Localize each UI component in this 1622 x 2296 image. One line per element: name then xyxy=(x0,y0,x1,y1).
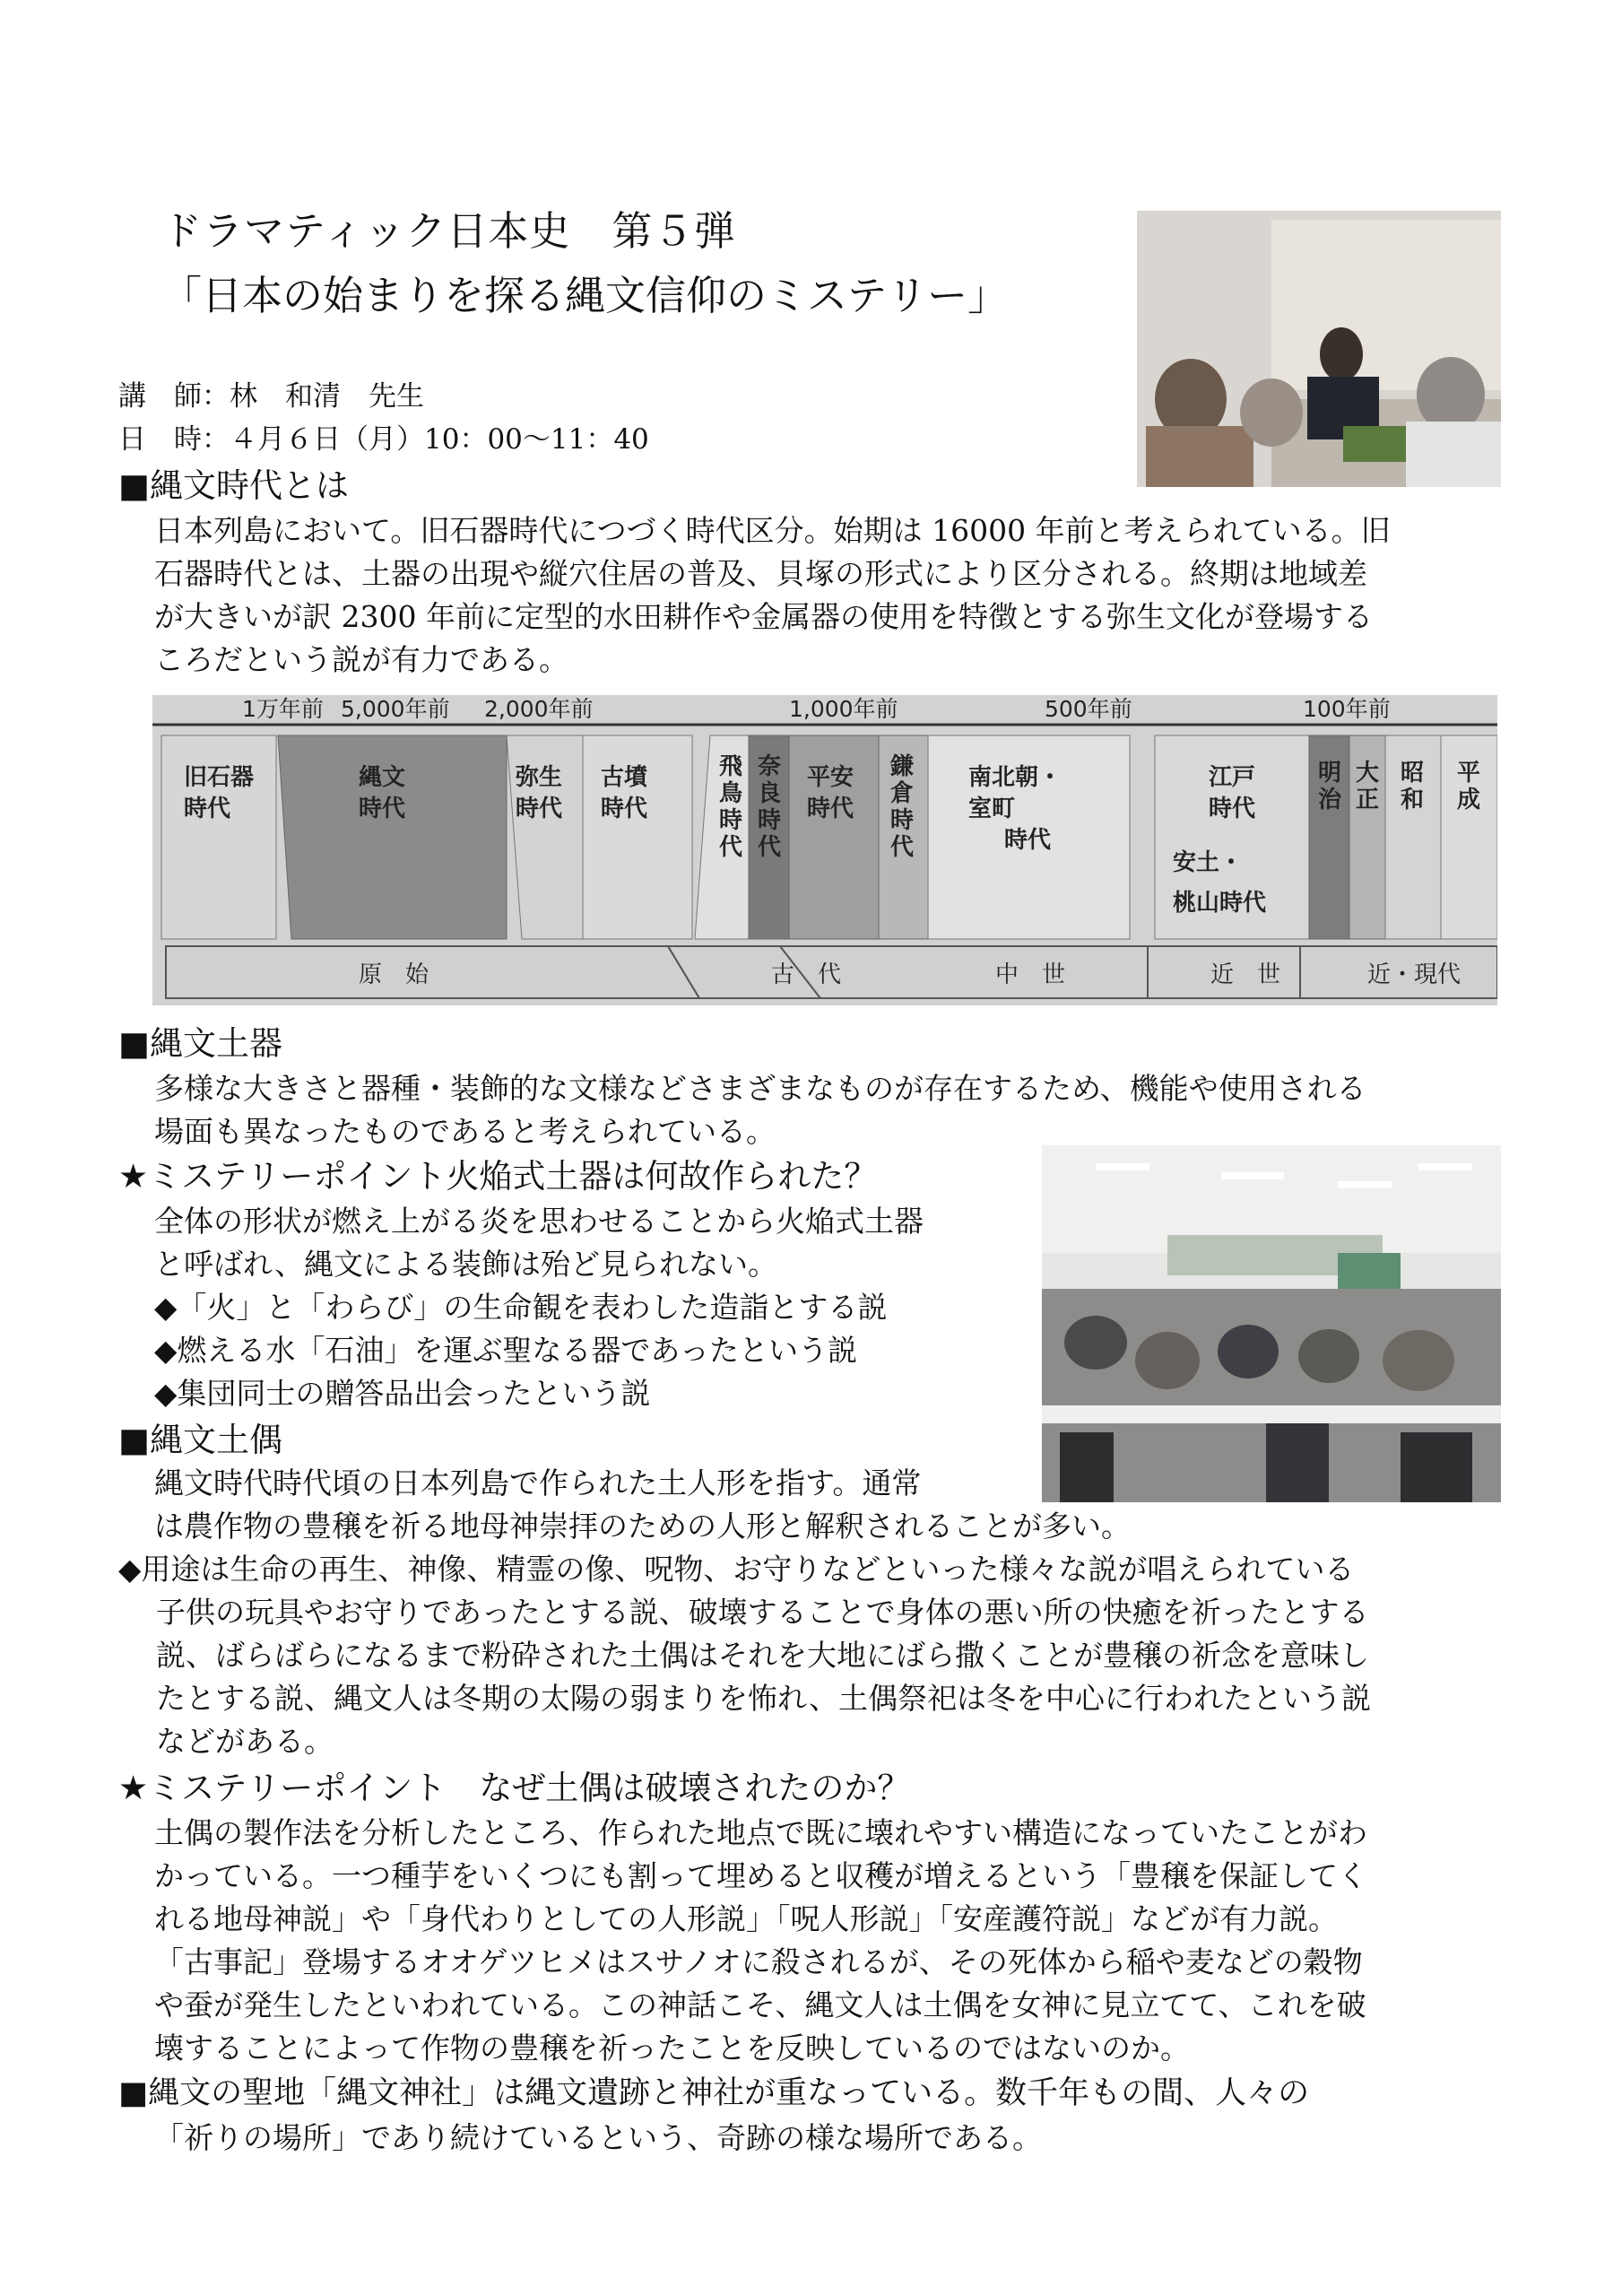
period-taisho: 大 xyxy=(1356,760,1380,787)
period-asuka: 代 xyxy=(719,834,743,861)
period-kofun: 時代 xyxy=(601,796,648,822)
period-kamakura: 代 xyxy=(890,834,915,861)
period-nara: 奈 xyxy=(758,753,782,780)
mystery-heading-dogu-destroyed: ★ミステリーポイント なぜ土偶は破壊されたのか？ xyxy=(118,1769,911,1807)
text-line: 壊することによって作物の豊穣を祈ったことを反映しているのではないのか。 xyxy=(154,2031,1190,2066)
period-heisei: 成 xyxy=(1457,787,1481,813)
timeline-scale-label: 1万年前 xyxy=(242,696,324,722)
period-edo: 時代 xyxy=(1209,796,1256,822)
period-taisho: 正 xyxy=(1356,787,1380,813)
bullet-item: ◆燃える水「石油」を運ぶ聖なる器であったという説 xyxy=(154,1333,858,1368)
period-azuchi: 桃山時代 xyxy=(1173,890,1267,917)
period-kamakura: 鎌 xyxy=(890,753,915,780)
mystery1-text xyxy=(154,1200,924,1286)
era-chusei: 中 世 xyxy=(995,961,1066,988)
period-nanboku: 時代 xyxy=(1004,827,1052,854)
period-yayoi: 時代 xyxy=(516,796,563,822)
period-azuchi: 安土・ xyxy=(1173,849,1244,876)
text-line: が大きいが訳 2300 年前に定型的水田耕作や金属器の使用を特徴とする弥生文化が登場する xyxy=(154,599,1373,634)
page-title: ドラマティック日本史 第５弾 xyxy=(161,207,736,255)
period-edo: 江戸 xyxy=(1209,764,1256,791)
period-heian: 平安 xyxy=(807,764,854,791)
era-kingendai: 近・現代 xyxy=(1367,961,1462,988)
lecturer-info: 講 師：林 和清 先生 xyxy=(118,380,424,413)
period-jomon: 縄文 xyxy=(359,764,406,791)
jomon-pottery-text xyxy=(154,1067,1366,1153)
era-genshi: 原 始 xyxy=(359,961,429,988)
timeline-scale-label: 100年前 xyxy=(1303,696,1391,722)
datetime-info: 日 時：４月６日（月）10：00～11：40 xyxy=(118,423,649,456)
classroom-photo xyxy=(1042,1145,1501,1502)
section-heading-jomon-shrine: ■縄文の聖地「縄文神社」は縄文遺跡と神社が重なっている。数千年もの間、人々の xyxy=(118,2075,1310,2111)
text-line: 全体の形状が燃え上がる炎を思わせることから火焔式土器 xyxy=(154,1204,924,1239)
period-meiji: 治 xyxy=(1318,787,1342,813)
period-nanboku: 南北朝・ xyxy=(968,764,1063,791)
section-heading-dogu: ■縄文土偶 xyxy=(118,1421,282,1459)
text-line: 土偶の製作法を分析したところ、作られた地点で既に壊れやすい構造になっていたことがわ xyxy=(154,1815,1367,1850)
era-kinsei: 近 世 xyxy=(1210,961,1281,988)
section-heading-jomon-pottery: ■縄文土器 xyxy=(118,1024,282,1063)
period-kyusekki: 時代 xyxy=(184,796,231,822)
period-kyusekki: 旧石器 xyxy=(184,764,255,791)
mystery-heading-flame-pottery: ★ミステリーポイント火焔式土器は何故作られた？ xyxy=(118,1157,878,1196)
timeline-scale-label: 5,000年前 xyxy=(341,696,450,722)
text-line: などがある。 xyxy=(156,1724,334,1759)
period-nara: 良 xyxy=(758,780,782,807)
period-heian: 時代 xyxy=(807,796,854,822)
bullet-item: ◆「火」と「わらび」の生命観を表わした造詣とする説 xyxy=(154,1290,888,1325)
jomon-era-text xyxy=(154,509,1391,682)
period-nara: 代 xyxy=(758,834,782,861)
dogu-text xyxy=(154,1462,1131,1548)
text-line: 場面も異なったものであると考えられている。 xyxy=(154,1114,776,1149)
era-kodai: 古 代 xyxy=(771,961,842,988)
period-jomon: 時代 xyxy=(359,796,406,822)
text-line: は農作物の豊穣を祈る地母神崇拝のための人形と解釈されることが多い。 xyxy=(154,1509,1131,1544)
text-line: たとする説、縄文人は冬期の太陽の弱まりを怖れ、土偶祭祀は冬を中心に行われたという説 xyxy=(156,1681,1371,1716)
period-showa: 昭 xyxy=(1401,760,1425,787)
period-timeline xyxy=(152,695,1497,1005)
period-kofun: 古墳 xyxy=(601,764,648,791)
text-line: ころだという説が有力である。 xyxy=(154,642,568,677)
period-kamakura: 時 xyxy=(890,807,915,834)
text-line: 日本列島において。旧石器時代につづく時代区分。始期は 16000 年前と考えられている。旧 xyxy=(154,513,1391,548)
text-line: 多様な大きさと器種・装飾的な文様などさまざまなものが存在するため、機能や使用される xyxy=(154,1071,1366,1106)
text-line: と呼ばれ、縄文による装飾は殆ど見られない。 xyxy=(154,1247,777,1282)
period-yayoi: 弥生 xyxy=(516,764,563,791)
period-asuka: 飛 xyxy=(719,753,743,780)
dogu-usage-text xyxy=(118,1548,1371,1763)
section-heading-jomon-era: ■縄文時代とは xyxy=(118,466,349,505)
timeline-scale-label: 2,000年前 xyxy=(484,696,594,722)
text-line: や蚕が発生したといわれている。この神話こそ、縄文人は土偶を女神に見立てて、これを破 xyxy=(154,1987,1366,2022)
timeline-scale-label: 1,000年前 xyxy=(789,696,898,722)
text-line: 石器時代とは、土器の出現や縦穴住居の普及、貝塚の形式により区分される。終期は地域差 xyxy=(154,556,1367,591)
period-showa: 和 xyxy=(1401,787,1425,813)
text-line: 子供の玩具やお守りであったとする説、破壊することで身体の悪い所の快癒を祈ったとする xyxy=(156,1595,1369,1630)
shrine-text xyxy=(154,2117,1042,2160)
period-meiji: 明 xyxy=(1318,760,1342,787)
text-line: 「祈りの場所」であり続けているという、奇跡の様な場所である。 xyxy=(154,2120,1042,2155)
period-heisei: 平 xyxy=(1457,760,1481,787)
mystery2-text xyxy=(154,1812,1367,2070)
text-line: ◆用途は生命の再生、神像、精霊の像、呪物、お守りなどといった様々な説が唱えられている xyxy=(118,1552,1355,1587)
timeline-scale-label: 500年前 xyxy=(1045,696,1132,722)
text-line: 「古事記」登場するオオゲツヒメはスサノオに殺されるが、その死体から稲や麦などの穀物 xyxy=(154,1944,1363,1979)
mystery1-bullets xyxy=(154,1286,887,1415)
page-subtitle: 「日本の始まりを探る縄文信仰のミステリー」 xyxy=(161,272,1009,319)
text-line: れる地母神説」や「身代わりとしての人形説」「呪人形説」「安産護符説」などが有力説。 xyxy=(154,1901,1338,1936)
period-kamakura: 倉 xyxy=(890,780,915,807)
period-asuka: 時 xyxy=(719,807,743,834)
period-nara: 時 xyxy=(758,807,782,834)
period-nanboku: 室町 xyxy=(968,796,1016,822)
lecture-photo xyxy=(1137,211,1501,487)
bullet-item: ◆集団同士の贈答品出会ったという説 xyxy=(154,1376,651,1411)
text-line: 説、ばらばらになるまで粉砕された土偶はそれを大地にばら撒くことが豊穣の祈念を意味し xyxy=(156,1638,1369,1673)
text-line: 縄文時代時代頃の日本列島で作られた土人形を指す。通常 xyxy=(154,1465,922,1500)
text-line: かっている。一つ種芋をいくつにも割って埋めると収穫が増えるという「豊穣を保証してく xyxy=(154,1858,1367,1893)
period-asuka: 鳥 xyxy=(719,780,743,807)
